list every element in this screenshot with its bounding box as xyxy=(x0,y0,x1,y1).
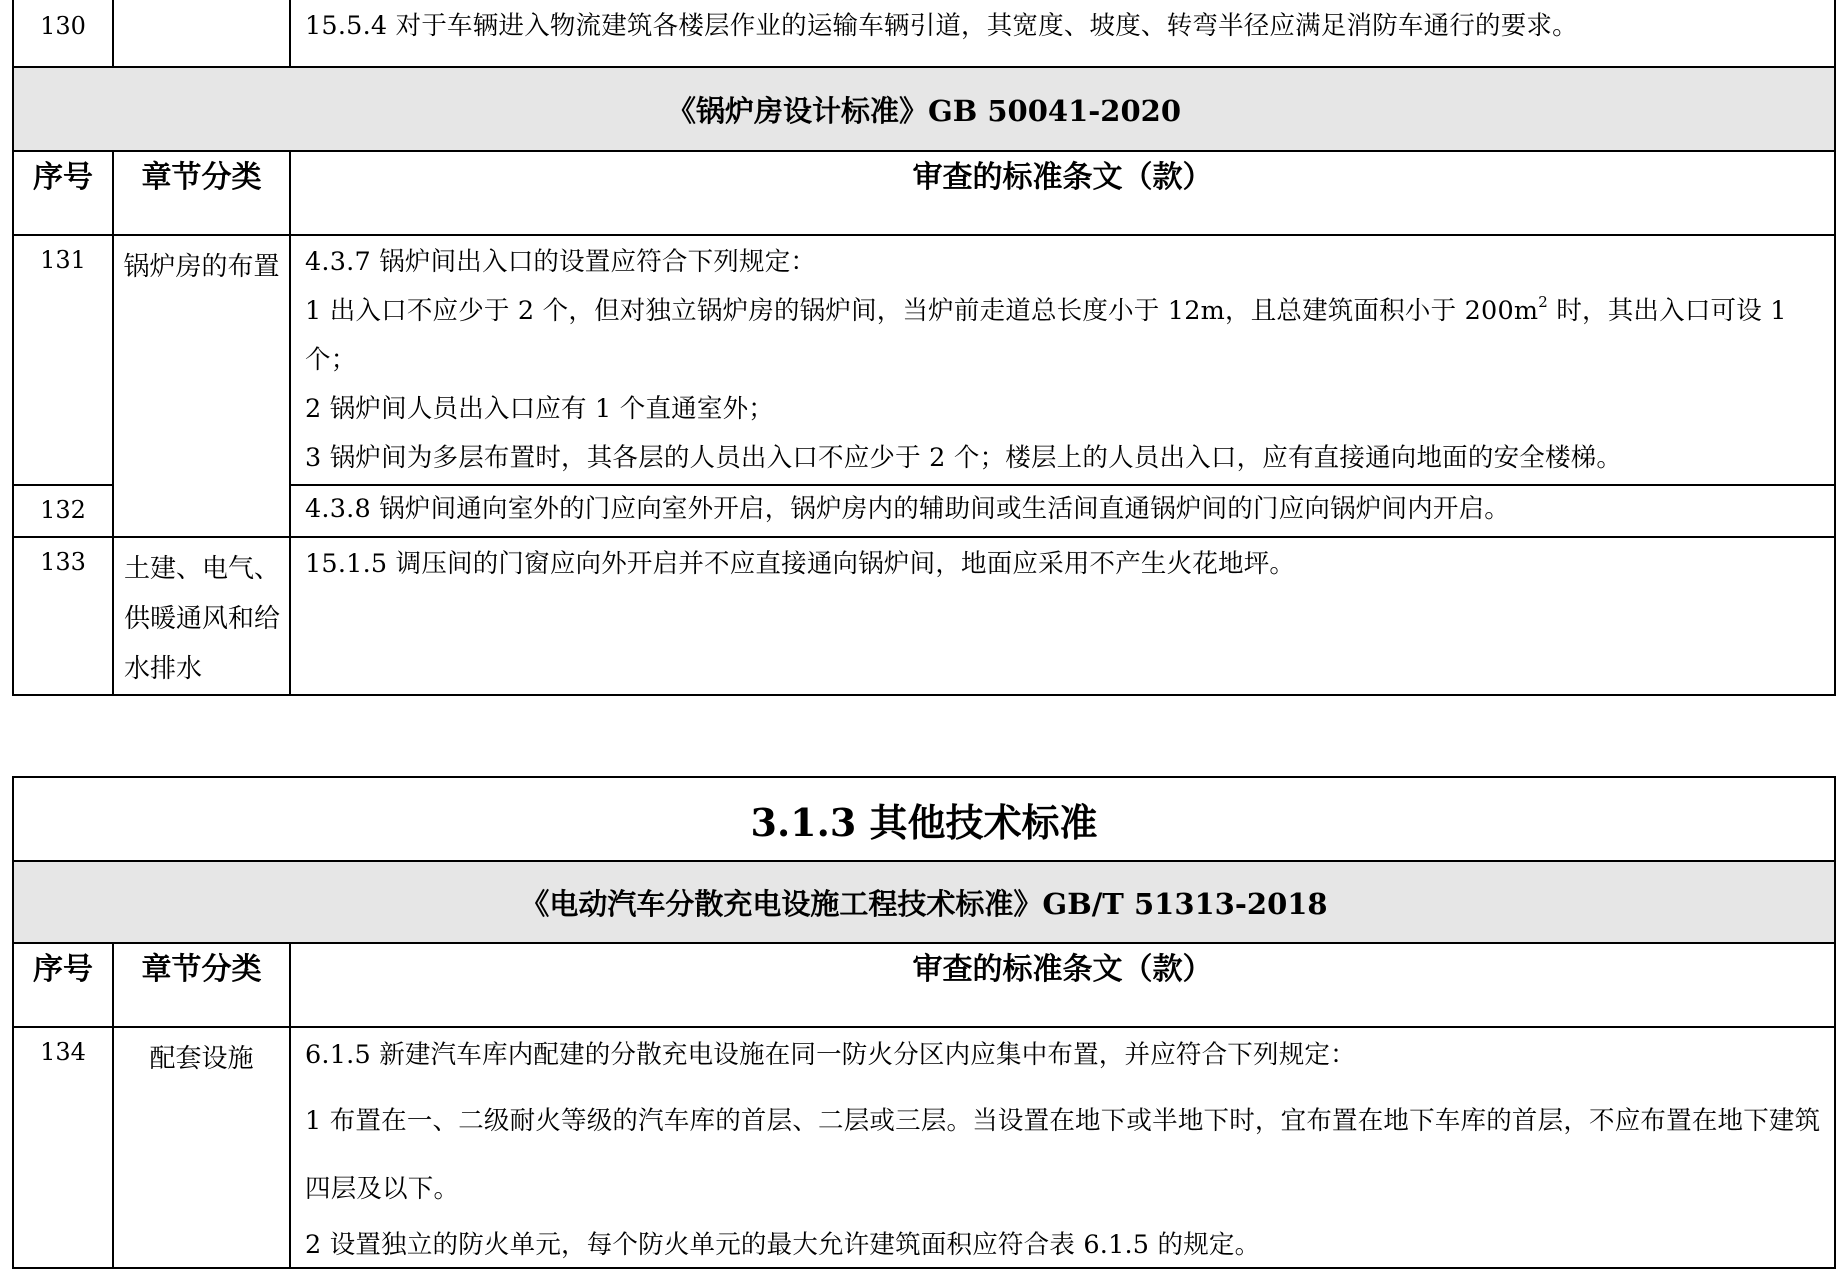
table-row xyxy=(13,1027,1835,1268)
clause-line-part: 1 出入口不应少于 2 个，但对独立锅炉房的锅炉间，当炉前走道总长度小于 12m，且总建筑面积小于 200m xyxy=(305,296,1539,326)
clause-line: 1 布置在一、二级耐火等级的汽车库的首层、二层或三层。当设置在地下或半地下时，宜布置在地下车库的首层，不应布置在地下建筑四层及以下。 xyxy=(305,1106,1821,1204)
table-row xyxy=(13,1,1835,67)
clause-line: 6.1.5 新建汽车库内配建的分散充电设施在同一防火分区内应集中布置，并应符合下列规定： xyxy=(305,1040,1356,1070)
section-title-row xyxy=(13,777,1835,861)
column-header-row xyxy=(13,151,1835,235)
clause-text: 15.1.5 调压间的门窗应向外开启并不应直接通向锅炉间，地面应采用不产生火花地坪。 xyxy=(290,537,1835,695)
other-standards-table xyxy=(12,776,1836,1269)
clause-text xyxy=(290,1027,1835,1268)
clause-line: 2 锅炉间人员出入口应有 1 个直通室外； xyxy=(305,394,774,424)
header-clause: 审查的标准条文（款） xyxy=(290,943,1835,1027)
header-clause: 审查的标准条文（款） xyxy=(290,151,1835,235)
clause-text xyxy=(290,235,1835,485)
standard-title-row xyxy=(13,67,1835,151)
header-num: 序号 xyxy=(13,151,113,235)
row-number: 132 xyxy=(13,485,113,537)
row-number: 133 xyxy=(13,537,113,695)
clause-line-part: 时，其出入口可设 1 个； xyxy=(305,296,1787,375)
column-header-row xyxy=(13,943,1835,1027)
standard-title: 《锅炉房设计标准》GB 50041-2020 xyxy=(13,67,1835,151)
standard-title: 《电动汽车分散充电设施工程技术标准》GB/T 51313-2018 xyxy=(13,861,1835,943)
clause-text: 4.3.8 锅炉间通向室外的门应向室外开启，锅炉房内的辅助间或生活间直通锅炉间的门应向锅炉间内开启。 xyxy=(290,485,1835,537)
clause-line: 4.3.7 锅炉间出入口的设置应符合下列规定： xyxy=(305,247,817,277)
clause-line: 2 设置独立的防火单元，每个防火单元的最大允许建筑面积应符合表 6.1.5 的规定。 xyxy=(305,1230,1261,1260)
row-number: 130 xyxy=(13,1,113,67)
header-category: 章节分类 xyxy=(113,943,290,1027)
standard-title-row xyxy=(13,861,1835,943)
header-category: 章节分类 xyxy=(113,151,290,235)
boiler-standard-table xyxy=(12,0,1836,696)
header-num: 序号 xyxy=(13,943,113,1027)
row-number: 131 xyxy=(13,235,113,485)
superscript: 2 xyxy=(1538,293,1549,311)
row-category xyxy=(113,1,290,67)
table-row xyxy=(13,235,1835,485)
clause-text: 15.5.4 对于车辆进入物流建筑各楼层作业的运输车辆引道，其宽度、坡度、转弯半径应满足消防车通行的要求。 xyxy=(290,1,1835,67)
row-number: 134 xyxy=(13,1027,113,1268)
table-row xyxy=(13,537,1835,695)
clause-line: 3 锅炉间为多层布置时，其各层的人员出入口不应少于 2 个；楼层上的人员出入口，应有直接通向地面的安全楼梯。 xyxy=(305,443,1623,473)
row-category: 配套设施 xyxy=(113,1027,290,1268)
section-title: 3.1.3 其他技术标准 xyxy=(13,777,1835,861)
row-category: 锅炉房的布置 xyxy=(113,235,290,537)
row-category: 土建、电气、供暖通风和给水排水 xyxy=(113,537,290,695)
clause-line xyxy=(305,287,1824,385)
